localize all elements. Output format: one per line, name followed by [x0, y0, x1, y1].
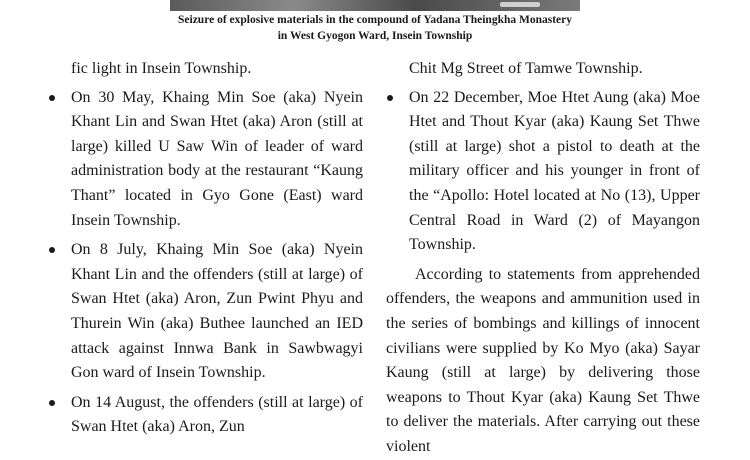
photo-caption: [100, 12, 650, 44]
list-item: [48, 238, 363, 386]
list-item: [48, 86, 363, 234]
right-bullet-list: [386, 86, 700, 258]
left-column: [48, 57, 363, 445]
bullet-icon: [387, 95, 393, 101]
list-item-text: On 14 August, the offenders (still at large) of Swan Htet (aka) Aron, Zun: [71, 393, 363, 436]
right-continuation-text: Chit Mg Street of Tamwe Township.: [409, 60, 643, 77]
left-bullet-list: [48, 86, 363, 440]
bullet-icon: [49, 95, 55, 101]
bullet-icon: [49, 247, 55, 253]
list-item-text: On 22 December, Moe Htet Aung (aka) Moe Htet and Thout Kyar (aka) Kaung Set Thwe (still at large) shot a pistol to death at the military officer and his younger in front of the “Apollo: Hotel located at No (13), Upper Central Road in Ward (2) of Mayangon Township.: [409, 88, 700, 254]
caption-line-1: Seizure of explosive materials in the compound of Yadana Theingkha Monastery: [178, 14, 572, 26]
list-item-text: On 30 May, Khaing Min Soe (aka) Nyein Khant Lin and Swan Htet (aka) Aron (still at large) killed U Saw Win of leader of ward administration body at the restaurant “Kaung Thant” located in Gyo Gone (East) ward Insein Township.: [71, 88, 363, 229]
bullet-icon: [49, 400, 55, 406]
body-paragraph: According to statements from apprehended offenders, the weapons and ammunition used in the series of bombings and killings of innocent civilians were supplied by Ko Myo (aka) Sayar Kaung (still at large) by delivering those weapons to Thout Kyar (aka) Kaung Set Thwe to deliver the materials. After carrying out these violent: [386, 265, 700, 455]
list-item: [386, 86, 700, 258]
list-item-text: On 8 July, Khaing Min Soe (aka) Nyein Khant Lin and the offenders (still at large) of Swan Htet (aka) Aron, Zun Pwint Phyu and Thurein Win (aka) Buthee launched an IED attack against Innwa Bank in Sawbwagyi Gon ward of Insein Township.: [71, 241, 363, 382]
caption-line-2: in West Gyogon Ward, Insein Township: [277, 30, 473, 42]
left-continuation-text: fic light in Insein Township.: [71, 60, 252, 77]
right-column: [386, 57, 700, 460]
seizure-photo: [170, 0, 580, 11]
list-item: [48, 391, 363, 440]
